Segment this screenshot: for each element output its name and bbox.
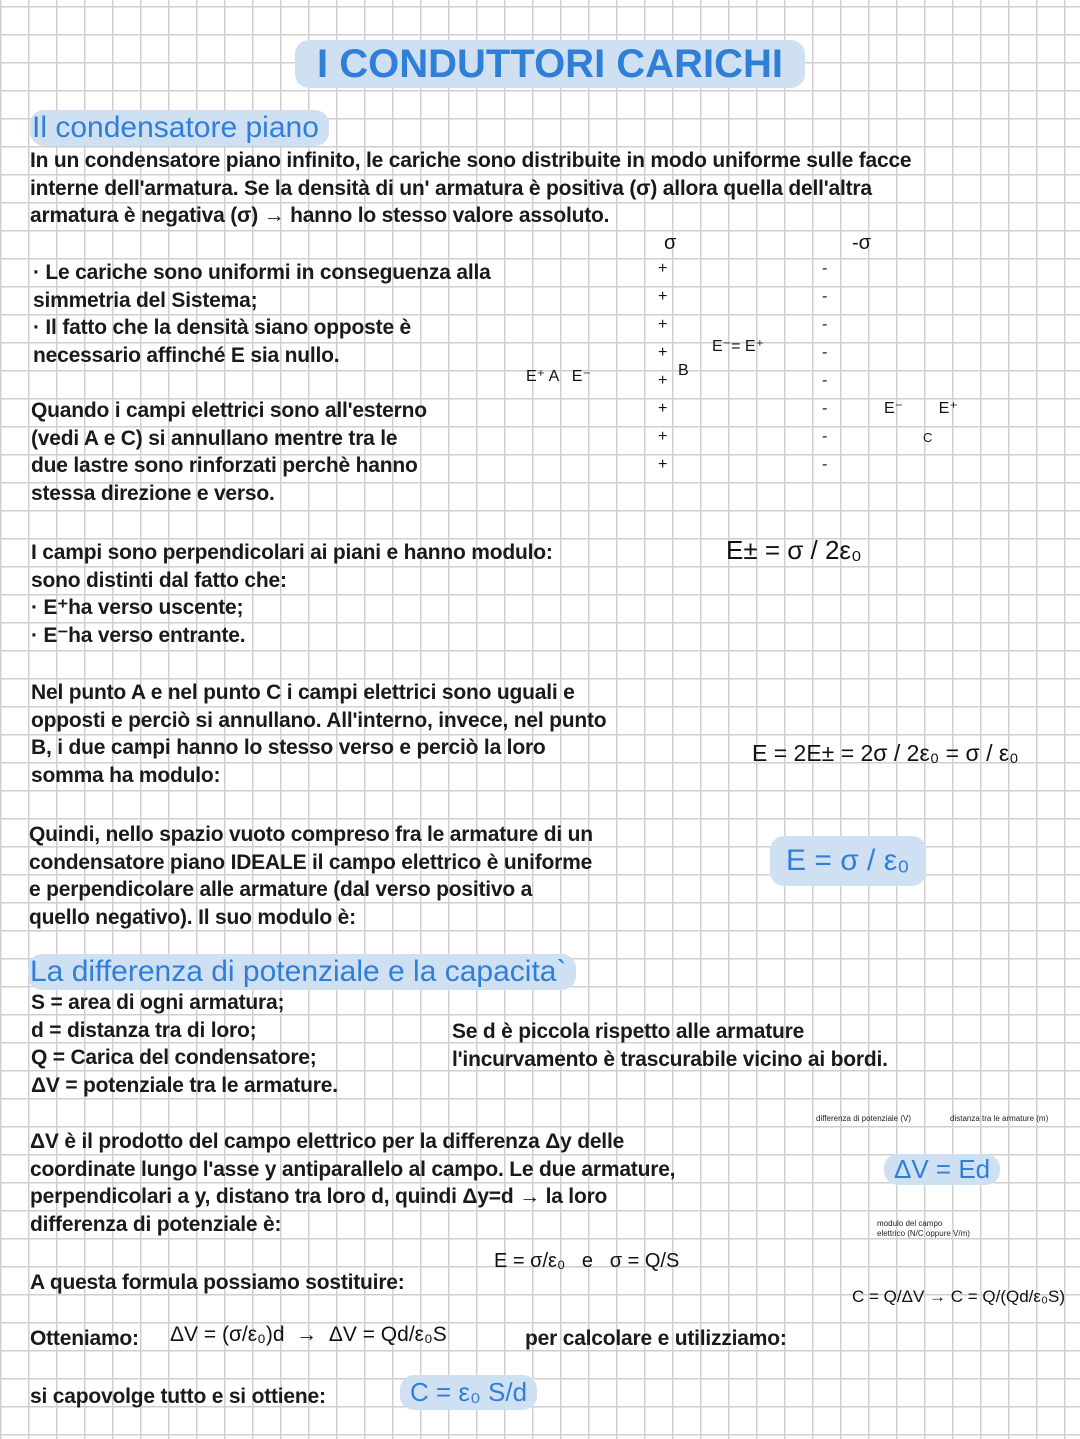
bullet-line: simmetria del Sistema; [33,288,258,312]
section-heading-capacitor: Il condensatore piano [30,110,329,146]
minus-charges: - - - - - - - - [822,260,828,473]
perp-line: I campi sono perpendicolari ai piani e hanno modulo: [31,541,553,564]
page-title: I CONDUTTORI CARICHI [295,40,805,88]
points-line: opposti e perciò si annullano. All'interno, invece, nel punto [31,708,607,732]
formula-total-field: E = 2E± = 2σ / 2ε₀ = σ / ε₀ [752,740,1019,766]
bullet-line: necessario affinché E sia nullo. [33,343,340,367]
dv-line: coordinate lungo l'asse y antiparallelo al campo. Le due armature, [30,1157,676,1181]
intro-line: interne dell'armatura. Se la densità di un' armatura è positiva (σ) allora quella dell'altra [30,176,872,200]
dv-line: ΔV è il prodotto del campo elettrico per la differenza Δy delle [30,1130,625,1153]
points-line: B, i due campi hanno lo stesso verso e perciò la loro [31,736,546,759]
ideal-line: Quindi, nello spazio vuoto compreso fra le armature di un [29,823,593,846]
obtain-formula: ΔV = (σ/ε₀)d → ΔV = Qd/ε₀S [170,1323,447,1346]
intro-line: armatura è negativa (σ) → hanno lo stesso valore assoluto. [30,204,610,227]
sigma-positive-label: σ [664,232,677,254]
point-b-label: B [678,362,689,379]
annotation-distance: distanza tra le armature (m) [950,1114,1049,1123]
substitute-label: A questa formula possiamo sostituire: [30,1271,405,1294]
annotation-field: elettrico (N/C oppure V/m) [877,1229,970,1238]
capacitance-formula: C = Q/ΔV → C = Q/(Qd/ε₀S) [852,1287,1066,1306]
point-b-fields-label: E⁻= E⁺ [712,338,765,355]
definition-line: Q = Carica del condensatore; [31,1046,317,1069]
outside-line: due lastre sono rinforzati perchè hanno [31,454,418,477]
substitute-formulas: E = σ/ε₀ e σ = Q/S [494,1250,680,1272]
flip-label: si capovolge tutto e si ottiene: [30,1385,326,1408]
note-line: Se d è piccola rispetto alle armature [452,1020,805,1043]
perp-line: · E⁻ha verso entrante. [31,623,246,647]
bullet-line: · Il fatto che la densità siano opposte è [33,316,412,339]
calc-label: per calcolare e utilizziamo: [525,1327,787,1350]
ideal-line: quello negativo). Il suo modulo è: [29,905,356,929]
perp-line: sono distinti dal fatto che: [31,568,287,592]
section-heading-potential: La differenza di potenziale e la capacita` [28,954,576,990]
outside-line: (vedi A e C) si annullano mentre tra le [31,426,398,450]
outside-line: Quando i campi elettrici sono all'esterno [31,399,427,422]
point-c-label: C [923,430,933,445]
obtain-label: Otteniamo: [30,1327,139,1350]
note-line: l'incurvamento è trascurabile vicino ai bordi. [452,1047,888,1071]
perp-line: · E⁺ha verso uscente; [31,596,244,619]
ideal-line: e perpendicolare alle armature (dal verso positivo a [29,878,533,901]
definition-line: d = distanza tra di loro; [31,1018,257,1042]
plus-charges: + + + + + + + + [658,260,668,473]
annotation-potential: differenza di potenziale (V) [816,1114,912,1123]
point-c-fields-label: E⁻ E⁺ [884,400,958,417]
definition-line: S = area di ogni armatura; [31,991,285,1014]
formula-single-field: E± = σ / 2ε₀ [726,535,862,565]
dv-line: perpendicolari a y, distano tra loro d, quindi Δy=d → la loro [30,1185,608,1208]
intro-line: In un condensatore piano infinito, le cariche sono distribuite in modo uniforme sulle facce [30,149,912,172]
formula-uniform-field: E = σ / ε₀ [770,836,926,886]
points-line: Nel punto A e nel punto C i campi elettrici sono uguali e [31,681,575,704]
outside-line: stessa direzione e verso. [31,481,275,505]
bullet-line: · Le cariche sono uniformi in conseguenza alla [33,261,491,284]
dv-line: differenza di potenziale è: [30,1212,282,1236]
annotation-field: modulo del campo [877,1219,943,1228]
ideal-line: condensatore piano IDEALE il campo elettrico è uniforme [29,850,593,874]
definition-line: ΔV = potenziale tra le armature. [31,1073,338,1097]
points-line: somma ha modulo: [31,763,221,787]
point-a-label: E⁺ A E⁻ [526,368,591,385]
formula-potential: ΔV = Ed [884,1154,1000,1185]
final-capacitance-formula: C = ε₀ S/d [400,1375,537,1410]
sigma-negative-label: -σ [852,232,872,254]
